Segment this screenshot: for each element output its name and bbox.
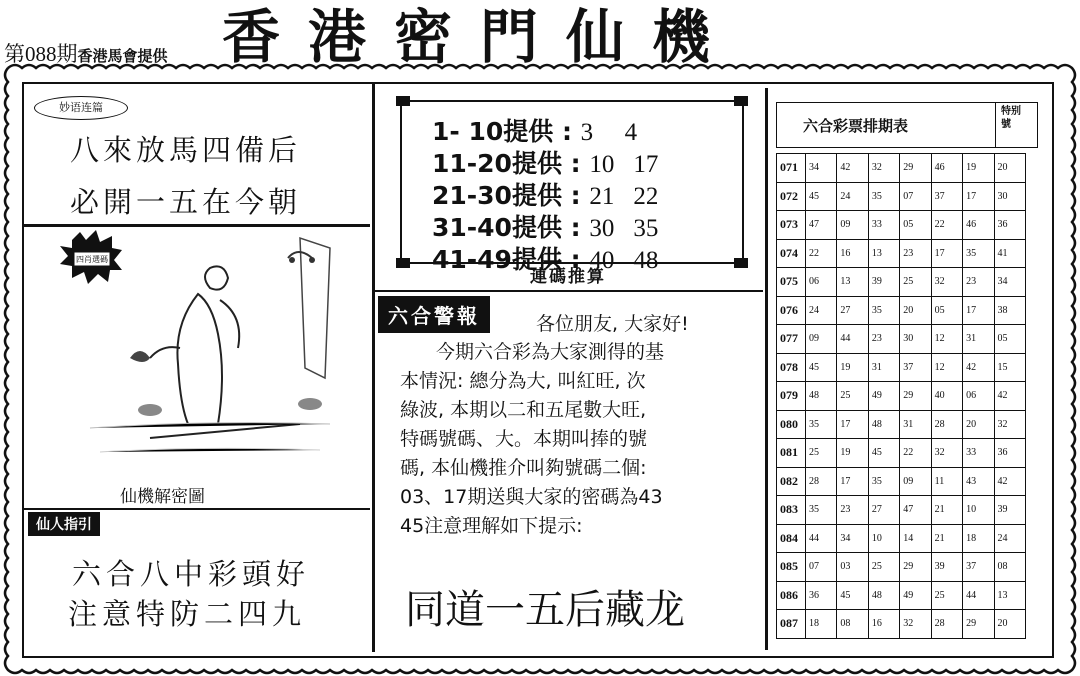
provide-number: 17 bbox=[633, 151, 659, 178]
warning-line: 03、17期送與大家的密碼為43 bbox=[400, 486, 663, 508]
history-title: 六合彩票排期表 bbox=[803, 117, 909, 135]
special-number-label: 特别號 bbox=[1001, 106, 1021, 130]
guide-line-2: 注意特防二四九 bbox=[68, 597, 307, 631]
table-row bbox=[777, 524, 1026, 553]
number-cell: 42 bbox=[994, 467, 1026, 496]
number-cell: 32 bbox=[931, 268, 962, 297]
number-cell: 13 bbox=[868, 239, 899, 268]
number-cell: 13 bbox=[994, 581, 1026, 610]
table-row bbox=[777, 154, 1026, 183]
number-cell: 35 bbox=[868, 467, 899, 496]
warning-line: 碼, 本仙機推介叫夠號碼二個: bbox=[400, 457, 647, 479]
page-title: 香港密門仙機 bbox=[222, 3, 739, 71]
number-cell: 49 bbox=[868, 382, 899, 411]
number-cell: 23 bbox=[963, 268, 994, 297]
number-cell: 05 bbox=[900, 211, 931, 240]
warning-line: 45注意理解如下提示: bbox=[400, 515, 583, 537]
number-cell: 13 bbox=[837, 268, 868, 297]
number-cell: 41 bbox=[994, 239, 1026, 268]
number-cell: 27 bbox=[868, 496, 899, 525]
number-cell: 31 bbox=[963, 325, 994, 354]
number-cell: 40 bbox=[931, 382, 962, 411]
number-cell: 12 bbox=[931, 325, 962, 354]
provide-row bbox=[432, 180, 677, 212]
guide-tag: 仙人指引 bbox=[28, 512, 100, 536]
number-cell: 33 bbox=[963, 439, 994, 468]
number-cell: 17 bbox=[837, 467, 868, 496]
provide-number: 35 bbox=[633, 215, 659, 242]
number-cell: 48 bbox=[868, 410, 899, 439]
number-cell: 36 bbox=[994, 211, 1026, 240]
warning-line: 今期六合彩為大家測得的基 bbox=[436, 341, 665, 363]
number-cell: 25 bbox=[805, 439, 836, 468]
number-cell: 46 bbox=[931, 154, 962, 183]
number-cell: 45 bbox=[837, 581, 868, 610]
number-cell: 44 bbox=[837, 325, 868, 354]
number-cell: 49 bbox=[900, 581, 931, 610]
provide-range: 31-40提供 : bbox=[432, 213, 590, 242]
table-row bbox=[777, 268, 1026, 297]
number-cell: 09 bbox=[805, 325, 836, 354]
provide-row bbox=[432, 212, 677, 244]
illustration-caption: 仙機解密圖 bbox=[120, 487, 205, 507]
number-cell: 25 bbox=[900, 268, 931, 297]
number-cell: 17 bbox=[837, 410, 868, 439]
number-cell: 21 bbox=[931, 496, 962, 525]
number-cell: 09 bbox=[837, 211, 868, 240]
provide-number: 10 bbox=[589, 151, 615, 178]
number-cell: 35 bbox=[963, 239, 994, 268]
number-cell: 29 bbox=[900, 553, 931, 582]
provide-box bbox=[400, 100, 744, 274]
number-cell: 17 bbox=[963, 296, 994, 325]
issue-cell: 076 bbox=[777, 296, 806, 325]
issue-cell: 087 bbox=[777, 610, 806, 639]
issue-cell: 073 bbox=[777, 211, 806, 240]
number-cell: 10 bbox=[963, 496, 994, 525]
corner-icon bbox=[396, 258, 410, 268]
table-row bbox=[777, 182, 1026, 211]
table-row bbox=[777, 353, 1026, 382]
number-cell: 42 bbox=[963, 353, 994, 382]
section-divider bbox=[24, 508, 370, 510]
table-row bbox=[777, 410, 1026, 439]
number-cell: 03 bbox=[837, 553, 868, 582]
number-cell: 34 bbox=[837, 524, 868, 553]
hint-phrase: 同道一五后藏龙 bbox=[405, 587, 685, 633]
number-cell: 06 bbox=[963, 382, 994, 411]
number-cell: 07 bbox=[805, 553, 836, 582]
number-cell: 24 bbox=[805, 296, 836, 325]
number-cell: 25 bbox=[931, 581, 962, 610]
issue-cell: 075 bbox=[777, 268, 806, 297]
provide-number: 30 bbox=[589, 215, 615, 242]
number-cell: 14 bbox=[900, 524, 931, 553]
table-row bbox=[777, 296, 1026, 325]
poem-line-1: 八來放馬四備后 bbox=[70, 133, 302, 167]
number-cell: 37 bbox=[963, 553, 994, 582]
number-cell: 22 bbox=[931, 211, 962, 240]
number-cell: 18 bbox=[963, 524, 994, 553]
number-cell: 15 bbox=[994, 353, 1026, 382]
number-cell: 32 bbox=[931, 439, 962, 468]
provide-number: 48 bbox=[633, 247, 659, 274]
provide-number: 4 bbox=[624, 119, 638, 146]
issue-cell: 072 bbox=[777, 182, 806, 211]
number-cell: 18 bbox=[805, 610, 836, 639]
warning-greeting: 各位朋友, 大家好! bbox=[536, 313, 689, 335]
issue-cell: 074 bbox=[777, 239, 806, 268]
corner-icon bbox=[734, 96, 748, 106]
number-cell: 19 bbox=[837, 353, 868, 382]
provide-range: 21-30提供 : bbox=[432, 181, 590, 210]
issue-cell: 086 bbox=[777, 581, 806, 610]
number-cell: 45 bbox=[868, 439, 899, 468]
provide-range: 41-49提供 : bbox=[432, 245, 590, 274]
number-cell: 28 bbox=[805, 467, 836, 496]
number-cell: 43 bbox=[963, 467, 994, 496]
number-cell: 24 bbox=[994, 524, 1026, 553]
number-cell: 24 bbox=[837, 182, 868, 211]
history-table bbox=[776, 153, 1026, 639]
number-cell: 05 bbox=[994, 325, 1026, 354]
provide-range: 1- 10提供 : bbox=[432, 117, 581, 146]
warning-tag: 六合警報 bbox=[378, 296, 490, 333]
provide-number: 21 bbox=[589, 183, 615, 210]
number-cell: 37 bbox=[900, 353, 931, 382]
table-row bbox=[777, 610, 1026, 639]
issue-cell: 077 bbox=[777, 325, 806, 354]
table-row bbox=[777, 325, 1026, 354]
number-cell: 16 bbox=[868, 610, 899, 639]
number-cell: 27 bbox=[837, 296, 868, 325]
number-cell: 06 bbox=[805, 268, 836, 297]
number-cell: 16 bbox=[837, 239, 868, 268]
provide-row bbox=[432, 148, 677, 180]
number-cell: 46 bbox=[963, 211, 994, 240]
issue-cell: 079 bbox=[777, 382, 806, 411]
table-row bbox=[777, 239, 1026, 268]
number-cell: 22 bbox=[805, 239, 836, 268]
number-cell: 31 bbox=[868, 353, 899, 382]
number-cell: 10 bbox=[868, 524, 899, 553]
provide-number: 22 bbox=[633, 183, 659, 210]
number-cell: 25 bbox=[868, 553, 899, 582]
middle-divider bbox=[375, 290, 763, 292]
number-cell: 42 bbox=[837, 154, 868, 183]
corner-icon bbox=[734, 258, 748, 268]
number-cell: 09 bbox=[900, 467, 931, 496]
number-cell: 29 bbox=[963, 610, 994, 639]
number-cell: 32 bbox=[868, 154, 899, 183]
warning-line: 綠波, 本期以二和五尾數大旺, bbox=[400, 399, 647, 421]
number-cell: 36 bbox=[805, 581, 836, 610]
provider-text: 香港馬會提供 bbox=[77, 47, 168, 65]
provide-number: 40 bbox=[589, 247, 615, 274]
provide-row bbox=[432, 116, 677, 148]
number-cell: 44 bbox=[963, 581, 994, 610]
number-cell: 28 bbox=[931, 410, 962, 439]
number-cell: 45 bbox=[805, 182, 836, 211]
issue-cell: 084 bbox=[777, 524, 806, 553]
number-cell: 30 bbox=[900, 325, 931, 354]
number-cell: 39 bbox=[868, 268, 899, 297]
number-cell: 07 bbox=[900, 182, 931, 211]
number-cell: 08 bbox=[837, 610, 868, 639]
number-cell: 42 bbox=[994, 382, 1026, 411]
number-cell: 17 bbox=[963, 182, 994, 211]
burst-label: 四肖選碼 bbox=[76, 255, 108, 264]
warning-line: 本情況: 總分為大, 叫紅旺, 次 bbox=[400, 370, 646, 392]
number-cell: 29 bbox=[900, 382, 931, 411]
number-cell: 25 bbox=[837, 382, 868, 411]
number-cell: 35 bbox=[868, 182, 899, 211]
issue-cell: 081 bbox=[777, 439, 806, 468]
number-cell: 17 bbox=[931, 239, 962, 268]
poem-badge: 妙语连篇 bbox=[34, 96, 128, 120]
issue-cell: 078 bbox=[777, 353, 806, 382]
number-cell: 20 bbox=[994, 610, 1026, 639]
table-row bbox=[777, 439, 1026, 468]
number-cell: 29 bbox=[900, 154, 931, 183]
number-cell: 35 bbox=[805, 410, 836, 439]
number-cell: 39 bbox=[994, 496, 1026, 525]
number-cell: 22 bbox=[900, 439, 931, 468]
number-cell: 23 bbox=[900, 239, 931, 268]
number-cell: 20 bbox=[963, 410, 994, 439]
number-cell: 05 bbox=[931, 296, 962, 325]
issue-cell: 082 bbox=[777, 467, 806, 496]
table-row bbox=[777, 553, 1026, 582]
number-cell: 36 bbox=[994, 439, 1026, 468]
issue-cell: 080 bbox=[777, 410, 806, 439]
guide-line-1: 六合八中彩頭好 bbox=[72, 557, 311, 591]
number-cell: 08 bbox=[994, 553, 1026, 582]
number-cell: 48 bbox=[868, 581, 899, 610]
monk-illustration bbox=[30, 228, 366, 480]
number-cell: 20 bbox=[994, 154, 1026, 183]
number-cell: 48 bbox=[805, 382, 836, 411]
number-cell: 33 bbox=[868, 211, 899, 240]
issue-cell: 083 bbox=[777, 496, 806, 525]
issue-cell: 085 bbox=[777, 553, 806, 582]
number-cell: 20 bbox=[900, 296, 931, 325]
history-header bbox=[776, 102, 1038, 148]
issue-number: 第088期 bbox=[4, 42, 78, 66]
provide-range: 11-20提供 : bbox=[432, 149, 590, 178]
number-cell: 21 bbox=[931, 524, 962, 553]
number-cell: 32 bbox=[900, 610, 931, 639]
table-row bbox=[777, 496, 1026, 525]
warning-body bbox=[400, 338, 760, 541]
number-cell: 47 bbox=[900, 496, 931, 525]
number-cell: 45 bbox=[805, 353, 836, 382]
number-cell: 34 bbox=[805, 154, 836, 183]
number-cell: 11 bbox=[931, 467, 962, 496]
table-row bbox=[777, 581, 1026, 610]
number-cell: 44 bbox=[805, 524, 836, 553]
number-cell: 39 bbox=[931, 553, 962, 582]
number-cell: 31 bbox=[900, 410, 931, 439]
provide-caption: 連碼推算 bbox=[530, 267, 606, 287]
number-cell: 12 bbox=[931, 353, 962, 382]
poem-line-2: 必開一五在今朝 bbox=[70, 185, 302, 219]
number-cell: 35 bbox=[868, 296, 899, 325]
number-cell: 32 bbox=[994, 410, 1026, 439]
number-cell: 30 bbox=[994, 182, 1026, 211]
corner-icon bbox=[396, 96, 410, 106]
number-cell: 19 bbox=[837, 439, 868, 468]
provide-number: 3 bbox=[580, 119, 594, 146]
table-row bbox=[777, 382, 1026, 411]
table-row bbox=[777, 211, 1026, 240]
table-row bbox=[777, 467, 1026, 496]
number-cell: 19 bbox=[963, 154, 994, 183]
number-cell: 23 bbox=[837, 496, 868, 525]
number-cell: 34 bbox=[994, 268, 1026, 297]
number-cell: 35 bbox=[805, 496, 836, 525]
provide-rows bbox=[432, 116, 677, 276]
number-cell: 37 bbox=[931, 182, 962, 211]
warning-line: 特碼號碼、大。本期叫捧的號 bbox=[400, 428, 648, 450]
issue-cell: 071 bbox=[777, 154, 806, 183]
number-cell: 23 bbox=[868, 325, 899, 354]
number-cell: 38 bbox=[994, 296, 1026, 325]
number-cell: 28 bbox=[931, 610, 962, 639]
number-cell: 47 bbox=[805, 211, 836, 240]
